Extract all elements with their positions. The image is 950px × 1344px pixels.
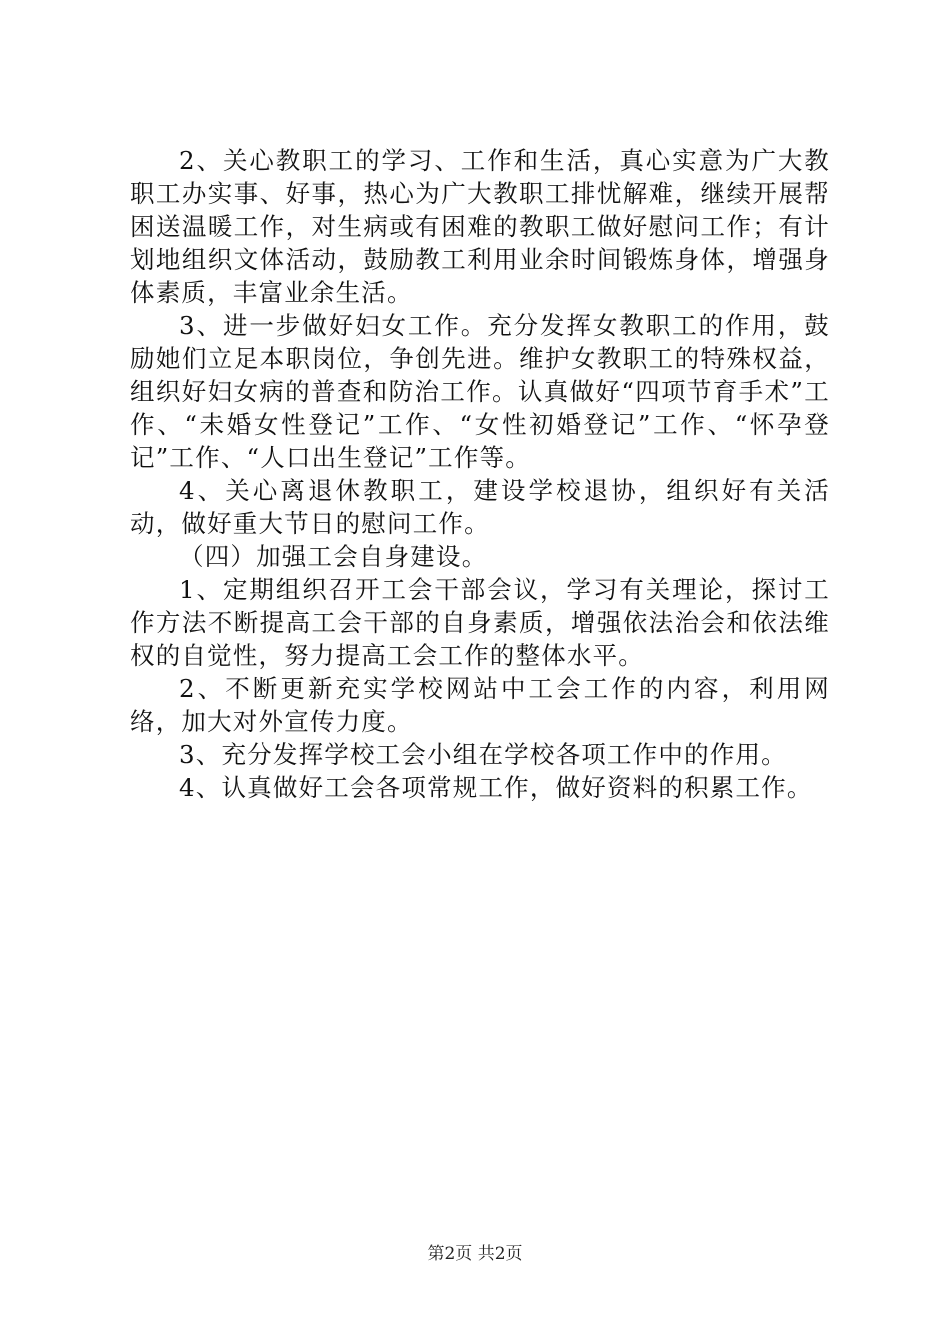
paragraph: 2、关心教职工的学习、工作和生活，真心实意为广大教职工办实事、好事，热心为广大教职工排忧解难，继续开展帮困送温暖工作，对生病或有困难的教职工做好慰问工作；有计划地组织文体活动，鼓励教工利用业余时间锻炼身体，增强身体素质，丰富业余生活。 (130, 146, 830, 307)
document-body (130, 144, 830, 804)
paragraph: 3、进一步做好妇女工作。充分发挥女教职工的作用，鼓励她们立足本职岗位，争创先进。维护女教职工的特殊权益，组织好妇女病的普查和防治工作。认真做好“四项节育手术”工作、“未婚女性登记”工作、“女性初婚登记”工作、“怀孕登记”工作、“人口出生登记”工作等。 (130, 311, 830, 472)
paragraph: 4、认真做好工会各项常规工作，做好资料的积累工作。 (179, 773, 813, 802)
section-heading: （四）加强工会自身建设。 (179, 542, 488, 571)
paragraph: 3、充分发挥学校工会小组在学校各项工作中的作用。 (179, 740, 787, 769)
paragraph: 1、定期组织召开工会干部会议，学习有关理论，探讨工作方法不断提高工会干部的自身素质，增强依法治会和依法维权的自觉性，努力提高工会工作的整体水平。 (130, 575, 830, 670)
paragraph: 2、不断更新充实学校网站中工会工作的内容，利用网络，加大对外宣传力度。 (130, 674, 830, 736)
page-number-footer: 第2页 共2页 (427, 1244, 523, 1264)
paragraph: 4、关心离退休教职工，建设学校退协，组织好有关活动，做好重大节日的慰问工作。 (130, 476, 830, 538)
